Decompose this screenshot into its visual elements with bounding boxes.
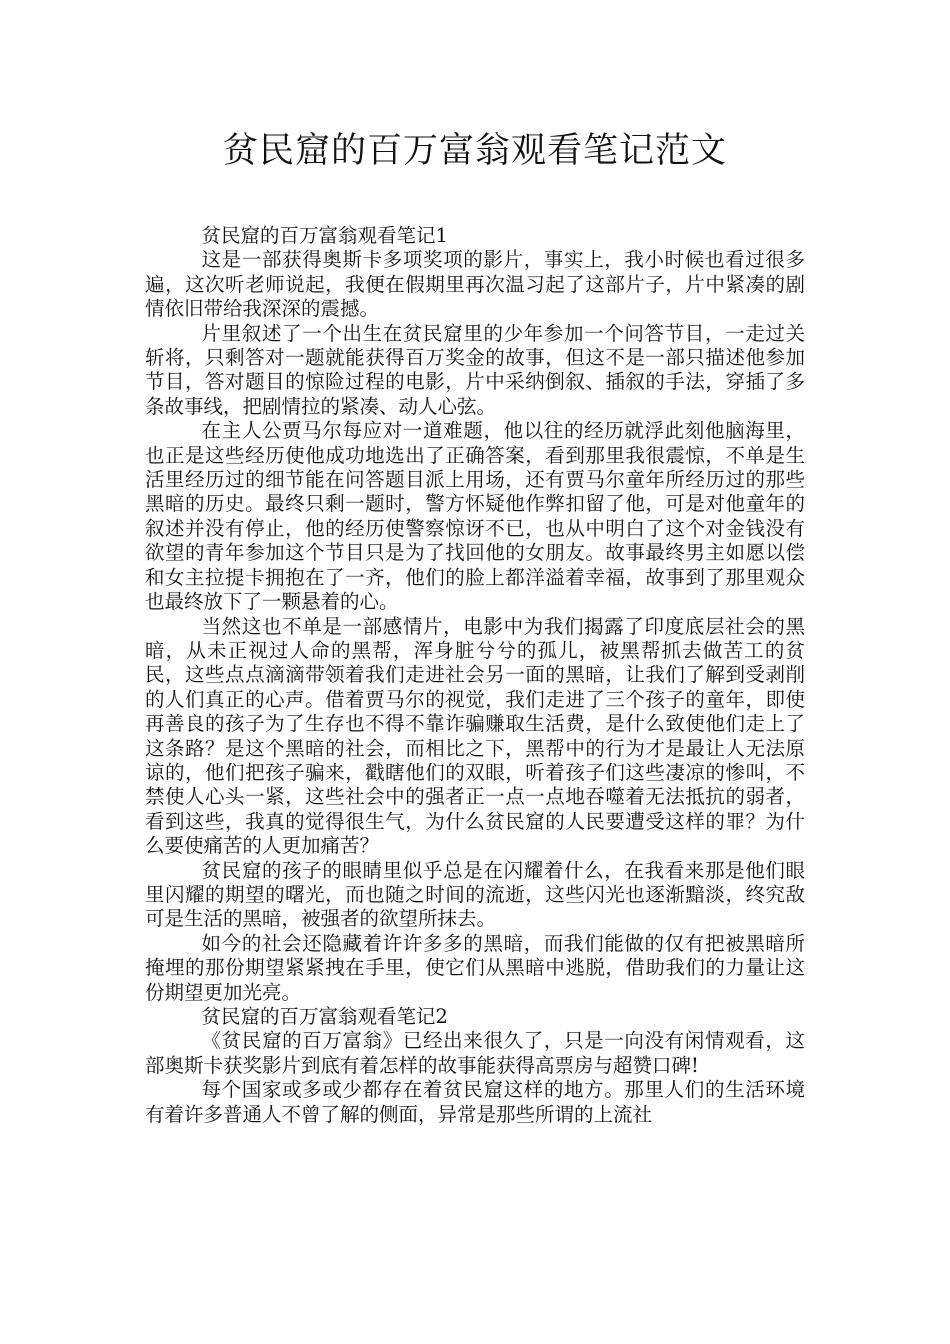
- body-paragraph: 这是一部获得奥斯卡多项奖项的影片，事实上，我小时候也看过很多遍，这次听老师说起，我便在假期里再次温习起了这部片子，片中紧凑的剧情依旧带给我深深的震撼。: [145, 248, 805, 321]
- document-title: 贫民窟的百万富翁观看笔记范文: [222, 131, 727, 171]
- body-paragraph: 《贫民窟的百万富翁》已经出来很久了，只是一向没有闲情观看，这部奥斯卡获奖影片到底有着怎样的故事能获得高票房与超赞口碑!: [145, 1029, 805, 1077]
- document-body: [145, 224, 805, 1127]
- section-heading: 贫民窟的百万富翁观看笔记1: [201, 224, 448, 247]
- body-paragraph: 在主人公贾马尔每应对一道难题，他以往的经历就浮此刻他脑海里，也正是这些经历使他成功地选出了正确答案，看到那里我很震惊，不单是生活里经历过的细节能在问答题目派上用场，还有贾马尔童年所经历过的那些黑暗的历史。最终只剩一题时，警方怀疑他作弊扣留了他，可是对他童年的叙述并没有停止，他的经历使警察惊讶不已，也从中明白了这个对金钱没有欲望的青年参加这个节目只是为了找回他的女朋友。故事最终男主如愿以偿和女主拉提卡拥抱在了一齐，他们的脸上都洋溢着幸福，故事到了那里观众也最终放下了一颗悬着的心。: [145, 419, 805, 614]
- body-paragraph: 片里叙述了一个出生在贫民窟里的少年参加一个问答节目，一走过关斩将，只剩答对一题就能获得百万奖金的故事，但这不是一部只描述他参加节目，答对题目的惊险过程的电影，片中采纳倒叙、插叙的手法，穿插了多条故事线，把剧情拉的紧凑、动人心弦。: [145, 321, 805, 418]
- body-paragraph: 每个国家或多或少都存在着贫民窟这样的地方。那里人们的生活环境有着许多普通人不曾了解的侧面，异常是那些所谓的上流社: [145, 1078, 805, 1126]
- section-heading: 贫民窟的百万富翁观看笔记2: [201, 1005, 448, 1028]
- body-paragraph: 如今的社会还隐藏着许许多多的黑暗，而我们能做的仅有把被黑暗所掩埋的那份期望紧紧拽在手里，使它们从黑暗中逃脱，借助我们的力量让这份期望更加光亮。: [145, 931, 805, 1004]
- body-paragraph: 贫民窟的孩子的眼睛里似乎总是在闪耀着什么，在我看来那是他们眼里闪耀的期望的曙光，而也随之时间的流逝，这些闪光也逐渐黯淡，终究敌可是生活的黑暗，被强者的欲望所抹去。: [145, 858, 805, 931]
- body-paragraph: 当然这也不单是一部感情片，电影中为我们揭露了印度底层社会的黑暗，从未正视过人命的黑帮，浑身脏兮兮的孤儿，被黑帮抓去做苦工的贫民，这些点点滴滴带领着我们走进社会另一面的黑暗，让我们了解到受剥削的人们真正的心声。借着贾马尔的视觉，我们走进了三个孩子的童年，即使再善良的孩子为了生存也不得不靠诈骗赚取生活费，是什么致使他们走上了这条路？是这个黑暗的社会，而相比之下，黑帮中的行为才是最让人无法原谅的，他们把孩子骗来，戳瞎他们的双眼，听着孩子们这些凄凉的惨叫，不禁使人心头一紧，这些社会中的强者正一点一点地吞噬着无法抵抗的弱者，看到这些，我真的觉得很生气，为什么贫民窟的人民要遭受这样的罪？为什么要使痛苦的人更加痛苦？: [145, 614, 805, 858]
